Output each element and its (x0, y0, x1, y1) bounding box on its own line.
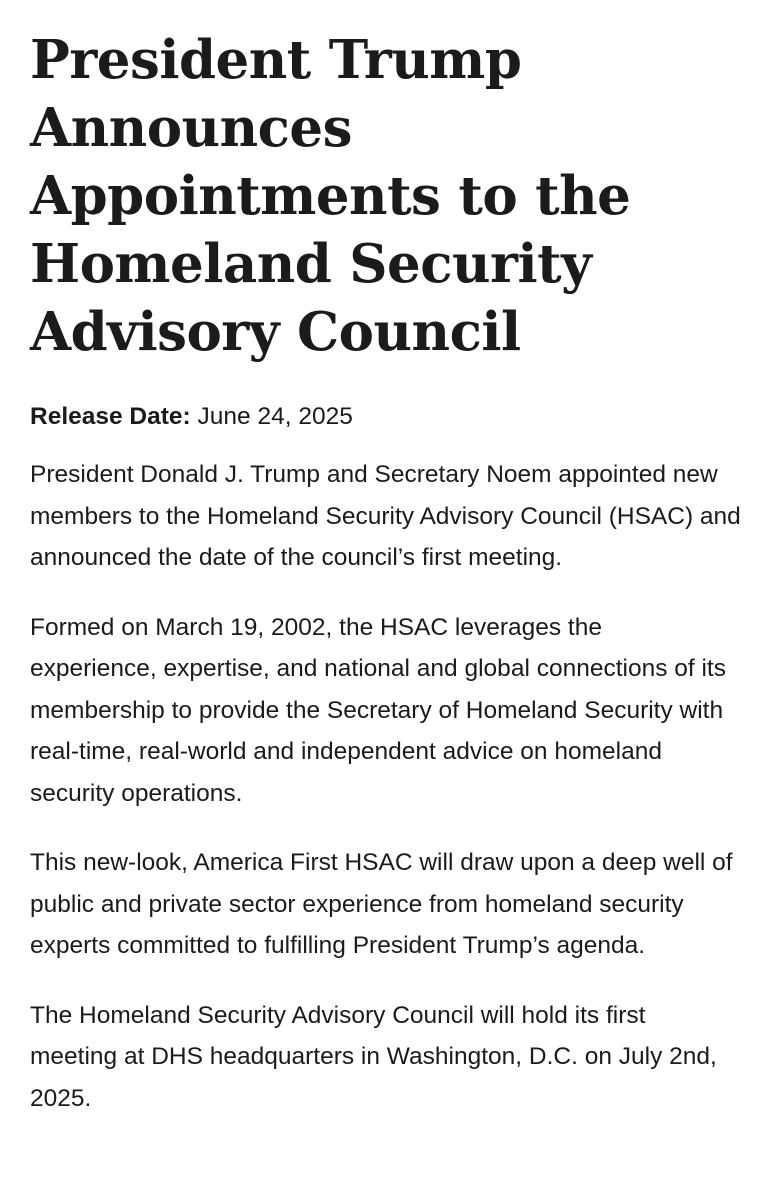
paragraph-history: Formed on March 19, 2002, the HSAC leverages the experience, expertise, and national and global connections of its membership to provide the Secretary of Homeland Security with real-time, real-world and independent advice on homeland security operations. (30, 613, 726, 807)
release-date-label: Release Date: (30, 403, 191, 430)
release-date (30, 396, 770, 438)
paragraph-mission: This new-look, America First HSAC will draw upon a deep well of public and private sector experience from homeland security experts committed to fulfilling President Trump’s agenda. (30, 849, 733, 959)
press-release-article (30, 26, 770, 1119)
page-title: President Trump Announces Appointments to the Homeland Security Advisory Council (30, 29, 631, 363)
release-date-value: June 24, 2025 (197, 403, 353, 430)
paragraph-intro: President Donald J. Trump and Secretary Noem appointed new members to the Homeland Security Advisory Council (HSAC) and announced the date of the council’s first meeting. (30, 461, 741, 571)
paragraph-meeting: The Homeland Security Advisory Council will hold its first meeting at DHS headquarters in Washington, D.C. on July 2nd, 2025. (30, 1001, 717, 1112)
